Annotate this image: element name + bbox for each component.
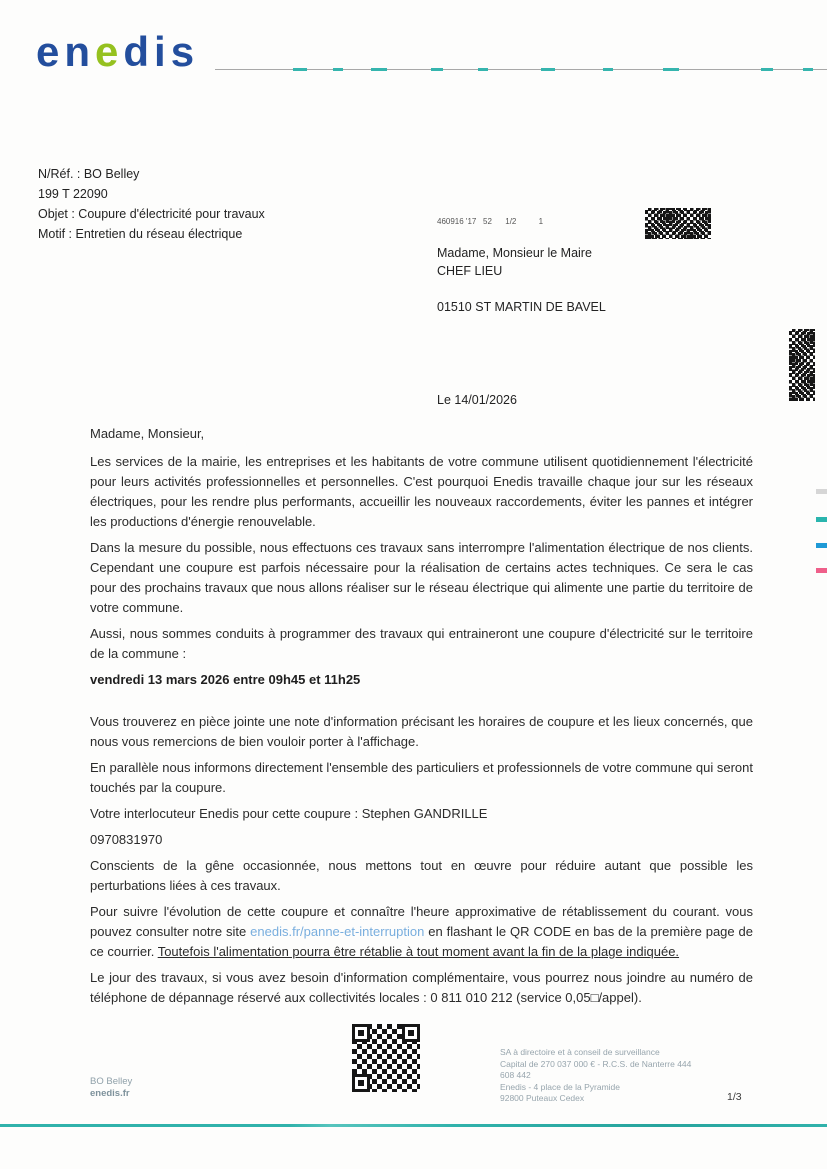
footer-rule bbox=[0, 1124, 827, 1127]
logo-text-blue: en bbox=[36, 28, 96, 75]
reference-motif: Motif : Entretien du réseau électrique bbox=[38, 227, 243, 241]
company-line-1: SA à directoire et à conseil de surveillance bbox=[500, 1047, 660, 1057]
recipient-line-1: Madame, Monsieur le Maire bbox=[437, 246, 592, 260]
body-paragraph-2: Dans la mesure du possible, nous effectuons ces travaux sans interrompre l'alimentation électrique de nos clients. Cependant une coupure est parfois nécessaire pour la réalisation de certains actes techniques. Ce sera le cas pour des prochains travaux que nous allons réaliser sur le réseau électrique qui alimente une partie du territoire de votre commune. bbox=[90, 540, 753, 615]
mail-routing-code: 460916 '17 52 1/2 1 bbox=[437, 217, 544, 226]
company-line-3: 608 442 bbox=[500, 1070, 531, 1080]
page-number: 1/3 bbox=[727, 1091, 742, 1103]
footer-agency-name: BO Belley bbox=[90, 1076, 133, 1087]
edge-mark-pink bbox=[816, 568, 827, 573]
letter-body bbox=[90, 424, 753, 1014]
qr-finder-bottom-left bbox=[352, 1074, 370, 1092]
contact-phone: 0970831970 bbox=[90, 832, 163, 847]
reference-objet: Objet : Coupure d'électricité pour travaux bbox=[38, 207, 265, 221]
body-paragraph-3: Aussi, nous sommes conduits à programmer des travaux qui entraineront une coupure d'électricité sur le territoire de la commune : bbox=[90, 626, 753, 661]
body-paragraph-8: Le jour des travaux, si vous avez besoin d'information complémentaire, vous pourrez nous joindre au numéro de téléphone de dépannage réservé aux collectivités locales : 0 811 010 212 (service 0,05□/appel). bbox=[90, 970, 753, 1005]
recipient-address bbox=[437, 244, 606, 316]
footer-website: enedis.fr bbox=[90, 1088, 130, 1099]
contact-line: Votre interlocuteur Enedis pour cette coupure : Stephen GANDRILLE bbox=[90, 806, 488, 821]
qr-code bbox=[352, 1024, 420, 1092]
body-paragraph-6: Conscients de la gêne occasionnée, nous mettons tout en œuvre pour réduire autant que possible les perturbations liées à ces travaux. bbox=[90, 858, 753, 893]
company-line-4: Enedis - 4 place de la Pyramide bbox=[500, 1081, 621, 1092]
enedis-url-link[interactable]: enedis.fr/panne-et-interruption bbox=[250, 924, 425, 939]
edge-mark-teal bbox=[816, 517, 827, 522]
header-rule bbox=[215, 69, 827, 70]
logo-e-green: e bbox=[95, 28, 124, 75]
paragraph-7-text: Pour suivre l'évolution de cette coupure et connaître l'heure approximative de rétablissement du courant. vous pouvez consulter notre site bbox=[90, 904, 753, 939]
footer-agency bbox=[90, 1076, 132, 1100]
qr-finder-top-left bbox=[352, 1024, 370, 1042]
reference-block bbox=[38, 164, 265, 244]
letter-date: Le 14/01/2026 bbox=[437, 393, 517, 407]
recipient-line-2: CHEF LIEU bbox=[437, 264, 503, 278]
outage-schedule: vendredi 13 mars 2026 entre 09h45 et 11h25 bbox=[90, 672, 361, 687]
body-paragraph-1: Les services de la mairie, les entreprises et les habitants de votre commune utilisent quotidiennement l'électricité pour leurs activités professionnelles et personnelles. C'est pourquoi Enedis travaille chaque jour sur les réseaux électriques, pour les rendre plus performants, accueillir les nouveaux raccordements, éviter les pannes et intégrer les productions d'énergie renouvelable. bbox=[90, 454, 753, 529]
datamatrix-barcode-edge bbox=[789, 329, 815, 401]
paragraph-7-text-2: en flashant le QR CODE en bas de la première page de ce courrier. bbox=[90, 924, 754, 959]
salutation: Madame, Monsieur, bbox=[90, 426, 205, 441]
enedis-logo bbox=[36, 28, 199, 76]
logo-text-blue-2: dis bbox=[123, 28, 200, 75]
body-paragraph-7 bbox=[90, 902, 753, 962]
edge-mark-blue bbox=[816, 543, 827, 548]
reference-nref: N/Réf. : BO Belley bbox=[38, 167, 140, 181]
company-line-5: 92800 Puteaux Cedex bbox=[500, 1093, 585, 1103]
company-legal-info bbox=[500, 1047, 691, 1105]
datamatrix-barcode-address bbox=[645, 208, 711, 239]
recipient-line-3: 01510 ST MARTIN DE BAVEL bbox=[437, 300, 606, 314]
paragraph-7-underlined: Toutefois l'alimentation pourra être rétablie à tout moment avant la fin de la plage indiquée. bbox=[157, 944, 680, 959]
body-paragraph-5: En parallèle nous informons directement l'ensemble des particuliers et professionnels de votre commune qui seront touchés par la coupure. bbox=[90, 760, 753, 795]
company-line-2: Capital de 270 037 000 € - R.C.S. de Nanterre 444 bbox=[500, 1058, 692, 1069]
qr-finder-top-right bbox=[402, 1024, 420, 1042]
body-paragraph-4: Vous trouverez en pièce jointe une note d'information précisant les horaires de coupure et les lieux concernés, que nous vous remercions de bien vouloir porter à l'affichage. bbox=[90, 714, 753, 749]
edge-mark-gray bbox=[816, 489, 827, 494]
reference-number: 199 T 22090 bbox=[38, 187, 108, 201]
